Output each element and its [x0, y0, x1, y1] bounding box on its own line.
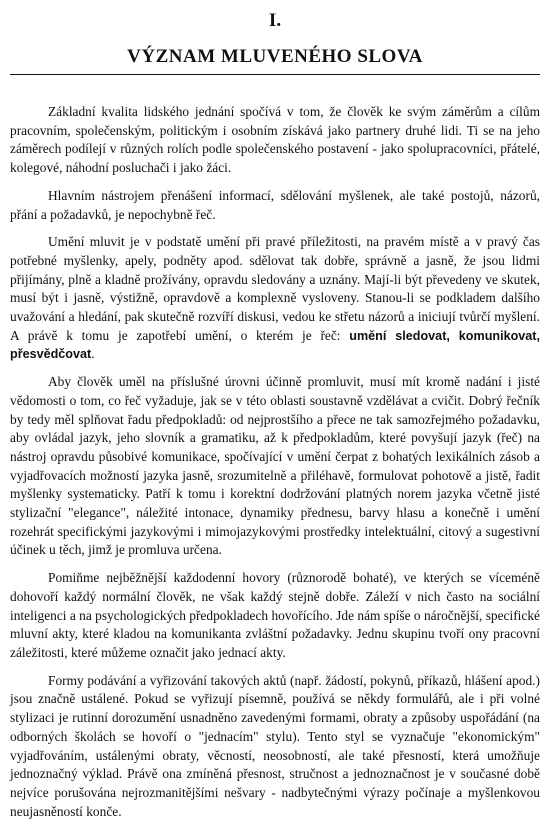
paragraph-3	[10, 233, 540, 364]
emphasized-phrase: umění sledovat, komunikovat, přesvědčovat	[10, 328, 540, 362]
paragraph-3-end: .	[91, 346, 95, 362]
title-divider	[10, 74, 540, 75]
chapter-number: I.	[268, 10, 282, 31]
paragraph-3-text: Umění mluvit je v podstatě umění při pravé příležitosti, na pravém místě a v pravý čas potřebné myšlenky, apely, podněty apod. sdělovat tak dobře, správně a jasně, že jsou lidmi přijímány, plně a kladně prožívány, opravdu sledovány a uznány. Mají-li být převedeny ve skutek, musí být i jasně, výstižně, opravdově a komplexně vysloveny. Stanou-li se podkladem dalšího uvažování a hledání, pak skutečně rozvíří diskusi, vedou ke střetu názorů a iniciují tvůrčí myšlení. A právě k tomu je zapotřebí umění, o kterém je řeč:	[10, 234, 540, 343]
chapter-body	[10, 103, 540, 821]
paragraph-5: Pomiňme nejběžnější každodenní hovory (různorodě bohaté), ve kterých se víceméně dohovoří každý normální člověk, ne však každý stejně dobře. Záleží v nich často na sociální inteligenci a na psychologických předpokladech hovořícího. Jde nám spíše o náročnější, specifické mluvní akty, které kladou na komunikanta zvláštní požadavky. Jednu skupinu tvoří ony pracovní záležitosti, které můžeme označit jako jednací akty.	[10, 570, 540, 660]
paragraph-1: Základní kvalita lidského jednání spočívá v tom, že člověk ke svým záměrům a cílům pracovním, společenským, politickým i osobním získává jako partnery druhé lidi. Ti se na jeho záměrech podílejí v různých rolích podle společenského postavení - jako spolupracovníci, přátelé, kolegové, náhodní posluchači i jako žáci.	[10, 104, 540, 176]
chapter-title: VÝZNAM MLUVENÉHO SLOVA	[127, 46, 423, 67]
paragraph-2: Hlavním nástrojem přenášení informací, sdělování myšlenek, ale také postojů, názorů, přání a požadavků, je nepochybně řeč.	[10, 187, 540, 222]
paragraph-6: Formy podávání a vyřizování takových aktů (např. žádostí, pokynů, příkazů, hlášení apod.) jsou značně ustálené. Pokud se vyřizují písemně, používá se někdy formulářů, ale i při volné stylizaci je rutinní dorozumění usnadněno zavedenými formami, obraty a způsoby uspořádání (na odborných školách se hovoří o "jednacím" stylu). Tento styl se vyznačuje "ekonomickým" vyjadřováním, ustálenými obraty, věcností, neosobností, ale také přesností, která umožňuje jednoznačný výklad. Právě ona zmíněná přesnost, stručnost a jednoznačnost je v současné době nejvíce porušována nejrozmanitějšími nešvary - nadbytečnými výrazy počínaje a myšlenkovou neujasněností konče.	[10, 672, 540, 819]
paragraph-4: Aby člověk uměl na příslušné úrovni účinně promluvit, musí mít kromě nadání i jisté vědomosti o tom, co řeč vyžaduje, jak se v této oblasti soustavně vzdělávat a cvičit. Dobrý řečník by tedy měl splňovat řadu předpokladů: od nejprostšího a přece ne tak samozřejmého požadavku, aby ovládal jazyk, jeho slovník a gramatiku, až k předpokladům, které povyšují jazyk (řeč) na nástroj opravdu působivé komunikace, spočívající v umění čerpat z bohatých lexikálních zásob a vyjadřovacích možností jazyka jasně, srozumitelně a přiléhavě, formulovat pohotově a jistě, řadit myšlenky systematicky. Patří k tomu i korektní dodržování platných norem jazyka včetně jisté stylizační "elegance", náležité intonace, dynamiky přednesu, barvy hlasu a konečně i umění rozehrát specifickými jazykovými i mimojazykovými prostředky intelektuální, citový a sugestivní účinek u těch, jimž je promluva určena.	[10, 374, 540, 558]
